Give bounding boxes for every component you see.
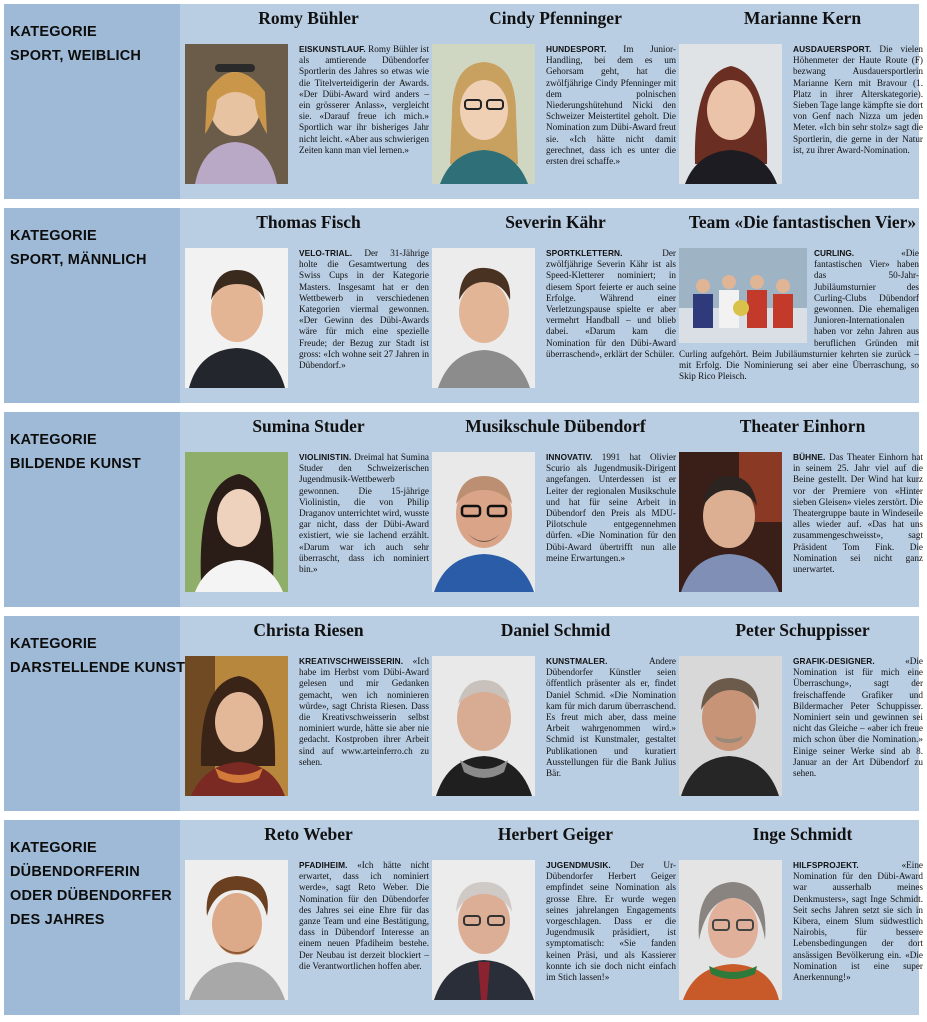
nominee-description: HUNDESPORT. Im Junior-Handling, bei dem es um Gehorsam geht, hat die zwölfjährige Cindy Pfenninger mit dem polnischen Niederungshütehund Nicki den Schweizer Meistertitel geholt. Die Nomination zum Dübi-Award freut sie. «Ich hätte nicht damit gerechnet, dass ich es unter die ersten drei schaffe.» [546, 44, 676, 167]
portrait-photo [432, 656, 535, 796]
portrait-photo [185, 656, 288, 796]
nominee-name: Thomas Fisch [256, 212, 361, 232]
nominee-description: VIOLINISTIN. Dreimal hat Sumina Studer den Schweizerischen Jugendmusik-Wettbewerb gewonnen. Die 15-jährige Violinistin, die von Philip Draganov unterrichtet wird, wusste gar nicht, dass der Dübi-Award existiert, wie sie lachend erzählt. «Darum war ich auch sehr überrascht, dass ich nominiert bin.» [299, 452, 430, 575]
nominee-name: Peter Schuppisser [735, 620, 870, 640]
category-label: KATEGORIE DÜBENDORFERIN ODER DÜBENDORFER DES JAHRES [4, 820, 180, 1015]
portrait-photo [432, 44, 535, 184]
nominee-description: AUSDAUERSPORT. Die vielen Höhenmeter der Haute Route (F) bezwang Ausdauersportlerin Marianne Kern mit Bravour (1. Platz in ihrer Alterskategorie). Sieben Tage lange kämpfte sie dort von Genf nach Nizza um jeden Meter. «Ich bin sehr stolz» sagt die Sportlerin, die gerne in der Natur ist, zu ihrer Award-Nomination. [793, 44, 924, 155]
category-label: KATEGORIE SPORT, WEIBLICH [4, 4, 180, 199]
portrait-photo [432, 860, 535, 1000]
nominee-name: Christa Riesen [253, 620, 364, 640]
portrait-photo [432, 452, 535, 592]
portrait-photo [185, 860, 288, 1000]
nominee-name: Team «Die fantastischen Vier» [688, 212, 917, 232]
nominee-name: Herbert Geiger [497, 824, 614, 844]
nominee-description: GRAFIK-DESIGNER. «Die Nomination ist für mich eine Überraschung», sagt der freischaffende Grafiker und Bildermacher Peter Schuppisser. Nominiert sein und gewinnen sei nicht das Gleiche – «aber ich freue mich schon über die Nomination.» Einige seiner Werke sind ab 8. Januar an der Art Dübendorf zu sehen. [793, 656, 923, 779]
nominee-description: PFADIHEIM. «Ich hätte nicht erwartet, dass ich nominiert werde», sagt Reto Weber. Die Nomination für den Dübendorfer des Jahres sei eine Ehre für das ganze Team und eine Bestätigung, dass in Dübendorf Interesse an einem neuen Pfadiheim bestehe. Der Neubau ist derzeit blockiert – die Verantwortlichen hoffen aber. [299, 860, 429, 971]
portrait-photo [679, 860, 782, 1000]
nominee-description: SPORTKLETTERN. Der zwölfjährige Severin Kähr ist als Speed-Kletterer nominiert; in diesem Sport feierte er auch seine Erfolge. Während einer Verletzungspause spielte er aber vermehrt Handball – und blieb dabei. «Darum kam die Nomination für den Dübi-Award überraschend», erklärt der Schüler. [546, 248, 676, 359]
category-label: KATEGORIE BILDENDE KUNST [4, 412, 180, 607]
nominee-name: Theater Einhorn [739, 416, 866, 436]
nominee-description: KUNSTMALER. Andere Dübendorfer Künstler seien öffentlich präsenter als er, findet Daniel Schmid. «Die Nomination kam für mich darum überraschend. Es freut mich aber, dass meine Arbeit wahrgenommen wird.» Schmid ist Kunstmaler, gestaltet Publikationen und kuratiert Ausstellungen für die Bank Julius Bär. [546, 656, 676, 779]
nominee-description: EISKUNSTLAUF. Romy Bühler ist als amtierende Dübendorfer Sportlerin des Jahres so etwas wie die Titelverteidigerin der Awards. «Der Dübi-Award wird anders – ein grösserer Anlass», vergleicht sie. «Darauf freue ich mich.» Sportlich war ihr bisheriges Jahr nicht leicht. «Aber aus schwierigen Zeiten kann man viel lernen.» [299, 44, 429, 155]
category-label: KATEGORIE SPORT, MÄNNLICH [4, 208, 180, 403]
portrait-photo [679, 452, 782, 592]
row-duebendorfer-des-jahres [4, 820, 923, 1015]
portrait-photo [679, 656, 782, 796]
nominee-description: HILFSPROJEKT. «Eine Nomination für den Dübi-Award war ausserhalb meines Denkmusters», sagt Inge Schmidt. Seit sechs Jahren setzt sie sich in Kibera, einem Slum südwestlich Nairobis, für bessere Lebensbedingungen der dort ansässigen Bevölkerung ein. «Die Nomination ist eine super Anerkennung!» [793, 860, 923, 983]
nominee-name: Romy Bühler [258, 8, 359, 28]
nominee-name: Sumina Studer [252, 416, 365, 436]
nominee-name: Inge Schmidt [752, 824, 853, 844]
portrait-photo [185, 452, 288, 592]
nominee-description: CURLING. «Die fantastischen Vier» haben das 50-Jahr-Jubiläumsturnier des Curling-Clubs Dübendorf gewonnen. Die ehemaligen Junioren-Internationalen haben vor zehn Jahren aus beruflichen Gründen mit Curling aufgehört. Beim Jubiläumsturnier kehrten sie zurück – mit Erfolg. Die Nominierung sei aber eine Überraschung, so Skip Rico Pleisch. [679, 248, 919, 382]
nominee-description: VELO-TRIAL. Der 31-Jährige holte die Gesamtwertung des Swiss Cups in der Kategorie Masters. Insgesamt hat er den Wettbewerb in verschiedenen Kategorien viermal gewonnen. «Der Gewinn des Dübi-Awards wäre für mich eine spezielle Freude; der Bezug zur Stadt ist gross: «Ich wohne seit 27 Jahren in Dübendorf.» [299, 248, 429, 371]
nominee-name: Reto Weber [264, 824, 353, 844]
nominee-description: BÜHNE. Das Theater Einhorn hat in seinem 25. Jahr viel auf die Beine gestellt. Der Wind hat kurz vor der Premiere von «Hinter sieben Gleisen» vieles zerstört. Die Theatergruppe baute in Windeseile alles wieder auf. «Das hat uns zusammengeschweisst», sagt Präsident Tom Fink. Die Nomination sei nicht ganz unerwartet. [793, 452, 924, 575]
row-sport-weiblich [4, 4, 924, 199]
row-bildende-kunst [4, 412, 924, 607]
portrait-photo [432, 248, 535, 388]
team-photo [679, 248, 807, 345]
portrait-photo [185, 44, 288, 184]
nominee-description: JUGENDMUSIK. Der Ur-Dübendorfer Herbert Geiger empfindet seine Nomination als grosse Ehre. Er wurde wegen seines jahrelangen Engagements vorgeschlagen. Dass er die Jugendmusik präsidiert, ist symptomatisch: «Sie fanden keinen Präsi, und als Kassierer konnte ich sie doch nicht einfach im Stich lassen!» [546, 860, 677, 983]
category-label: KATEGORIE DARSTELLENDE KUNST [4, 616, 180, 811]
row-darstellende-kunst [4, 616, 923, 811]
nominee-description: INNOVATIV. 1991 hat Olivier Scurio als Jugendmusik-Dirigent angefangen. Unterdessen ist er Leiter der regionalen Musikschule und hat für seine Arbeit in Dübendorf den Preis als MDU-Pilotschule entgegennehmen dürfen. «Die Nomination für den Dübi-Award übertrifft nun alle meine Erwartungen.» [546, 452, 677, 563]
nominee-name: Cindy Pfenninger [489, 8, 622, 28]
nominee-name: Daniel Schmid [500, 620, 611, 640]
nominee-name: Severin Kähr [505, 212, 606, 232]
row-sport-maennlich [4, 208, 919, 403]
portrait-photo [185, 248, 288, 388]
nominee-name: Marianne Kern [743, 8, 862, 28]
nominee-name: Musikschule Dübendorf [465, 416, 646, 436]
portrait-photo [679, 44, 782, 184]
nominee-description: KREATIVSCHWEISSERIN. «Ich habe im Herbst vom Dübi-Award gelesen und mir Gedanken gemacht, wen ich nominieren würde», sagt Christa Riesen. Dass die Kreativschweisserin selbst nominiert wurde, hätte sie aber nie gedacht. Kostproben ihrer Arbeit sind auf www.arteinferro.ch zu sehen. [299, 656, 429, 767]
